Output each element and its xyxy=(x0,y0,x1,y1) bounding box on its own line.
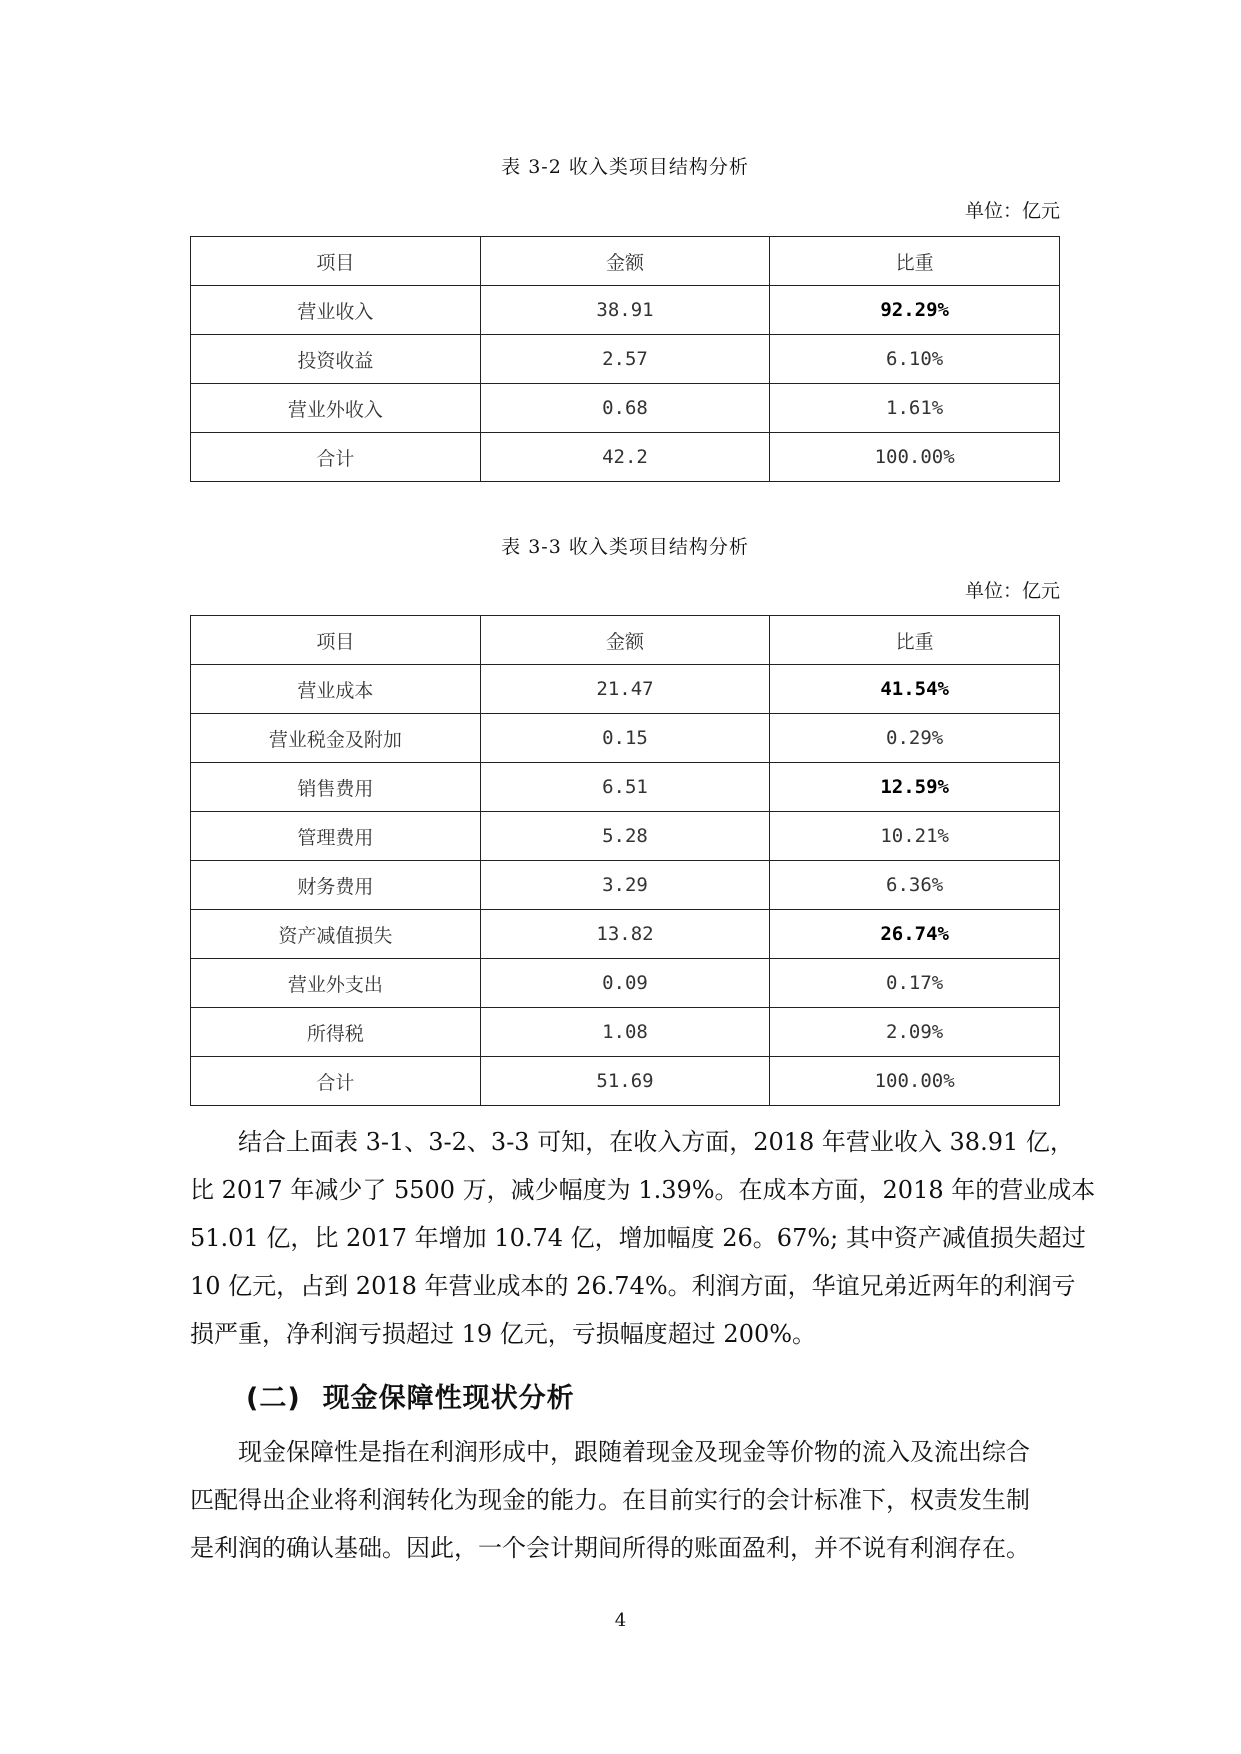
share-cell: 41.54% xyxy=(770,665,1060,714)
table-row xyxy=(191,763,1060,812)
column-header: 项目 xyxy=(191,616,481,665)
amount-cell: 13.82 xyxy=(480,910,770,959)
share-cell: 2.09% xyxy=(770,1008,1060,1057)
table-row xyxy=(191,665,1060,714)
table-row xyxy=(191,959,1060,1008)
section-heading xyxy=(246,1376,575,1415)
paragraph-line: 是利润的确认基础。因此，一个会计期间所得的账面盈利，并不说有利润存在。 xyxy=(190,1534,1030,1562)
analysis-paragraph xyxy=(190,1118,1096,1358)
paragraph-line: 51.01 亿，比 2017 年增加 10.74 亿，增加幅度 26。67%; 其中资产减值损失超过 xyxy=(190,1224,1086,1252)
item-cell: 营业外支出 xyxy=(191,959,481,1008)
item-cell: 投资收益 xyxy=(191,335,481,384)
amount-cell: 42.2 xyxy=(480,433,770,482)
amount-cell: 0.68 xyxy=(480,384,770,433)
page-number: 4 xyxy=(614,1610,627,1631)
item-cell: 营业成本 xyxy=(191,665,481,714)
item-cell: 所得税 xyxy=(191,1008,481,1057)
paragraph-line: 10 亿元，占到 2018 年营业成本的 26.74%。利润方面，华谊兄弟近两年的利润亏 xyxy=(190,1272,1076,1300)
paragraph-line: 结合上面表 3-1、3-2、3-3 可知，在收入方面，2018 年营业收入 38.91 亿， xyxy=(190,1128,1074,1156)
table-3-2 xyxy=(190,236,1060,482)
table-header-row xyxy=(191,237,1060,286)
amount-cell: 38.91 xyxy=(480,286,770,335)
amount-cell: 5.28 xyxy=(480,812,770,861)
amount-cell: 0.09 xyxy=(480,959,770,1008)
table-row xyxy=(191,861,1060,910)
section-number: (二) xyxy=(246,1383,301,1414)
share-cell: 26.74% xyxy=(770,910,1060,959)
table-row xyxy=(191,1057,1060,1106)
table-row xyxy=(191,812,1060,861)
amount-cell: 0.15 xyxy=(480,714,770,763)
table-row xyxy=(191,384,1060,433)
item-cell: 销售费用 xyxy=(191,763,481,812)
amount-cell: 1.08 xyxy=(480,1008,770,1057)
share-cell: 100.00% xyxy=(770,433,1060,482)
item-cell: 资产减值损失 xyxy=(191,910,481,959)
item-cell: 营业税金及附加 xyxy=(191,714,481,763)
share-cell: 100.00% xyxy=(770,1057,1060,1106)
table-header-row xyxy=(191,616,1060,665)
table-row xyxy=(191,286,1060,335)
amount-cell: 51.69 xyxy=(480,1057,770,1106)
column-header: 比重 xyxy=(770,237,1060,286)
share-cell: 0.29% xyxy=(770,714,1060,763)
share-cell: 6.10% xyxy=(770,335,1060,384)
cash-security-paragraph xyxy=(190,1428,1060,1572)
table-3-2-caption: 表 3-2 收入类项目结构分析 xyxy=(501,156,749,178)
share-cell: 12.59% xyxy=(770,763,1060,812)
table-3-3-caption: 表 3-3 收入类项目结构分析 xyxy=(501,536,749,558)
table-row xyxy=(191,910,1060,959)
item-cell: 管理费用 xyxy=(191,812,481,861)
paragraph-line: 匹配得出企业将利润转化为现金的能力。在目前实行的会计标准下，权责发生制 xyxy=(190,1486,1030,1514)
table-3-3-unit: 单位：亿元 xyxy=(964,580,1060,602)
item-cell: 财务费用 xyxy=(191,861,481,910)
column-header: 金额 xyxy=(480,237,770,286)
table-row xyxy=(191,335,1060,384)
share-cell: 10.21% xyxy=(770,812,1060,861)
item-cell: 合计 xyxy=(191,433,481,482)
amount-cell: 21.47 xyxy=(480,665,770,714)
amount-cell: 2.57 xyxy=(480,335,770,384)
item-cell: 营业外收入 xyxy=(191,384,481,433)
table-3-3 xyxy=(190,615,1060,1106)
share-cell: 0.17% xyxy=(770,959,1060,1008)
amount-cell: 3.29 xyxy=(480,861,770,910)
table-row xyxy=(191,1008,1060,1057)
share-cell: 6.36% xyxy=(770,861,1060,910)
table-row xyxy=(191,433,1060,482)
amount-cell: 6.51 xyxy=(480,763,770,812)
paragraph-line: 比 2017 年减少了 5500 万，减少幅度为 1.39%。在成本方面，2018 年的营业成本 xyxy=(190,1176,1096,1204)
column-header: 比重 xyxy=(770,616,1060,665)
table-row xyxy=(191,714,1060,763)
item-cell: 营业收入 xyxy=(191,286,481,335)
section-title: 现金保障性现状分析 xyxy=(322,1383,575,1414)
paragraph-line: 现金保障性是指在利润形成中，跟随着现金及现金等价物的流入及流出综合 xyxy=(190,1438,1030,1466)
share-cell: 1.61% xyxy=(770,384,1060,433)
column-header: 金额 xyxy=(480,616,770,665)
table-3-2-unit: 单位：亿元 xyxy=(964,200,1060,222)
column-header: 项目 xyxy=(191,237,481,286)
paragraph-line: 损严重，净利润亏损超过 19 亿元，亏损幅度超过 200%。 xyxy=(190,1320,817,1348)
item-cell: 合计 xyxy=(191,1057,481,1106)
share-cell: 92.29% xyxy=(770,286,1060,335)
